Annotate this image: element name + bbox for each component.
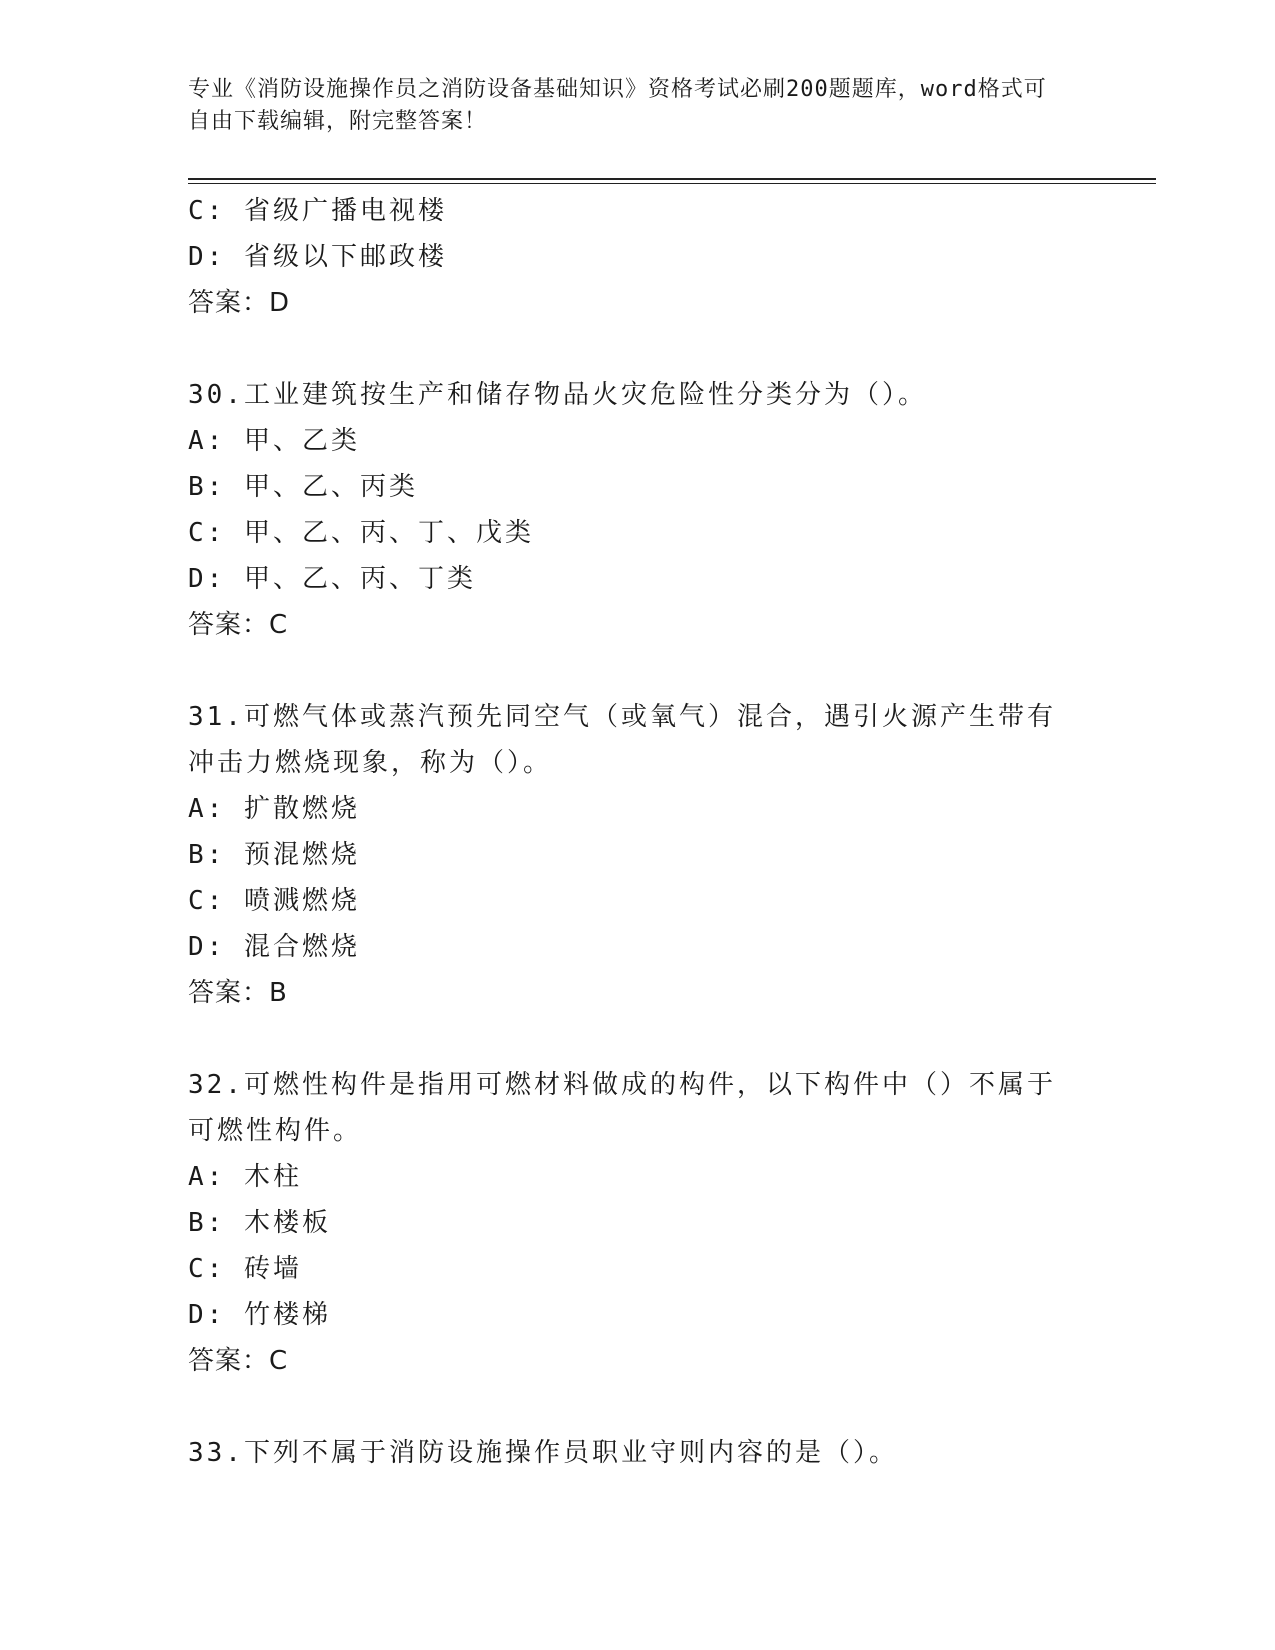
question-33 — [188, 1430, 1088, 1476]
option-a: A: 木柱 — [188, 1162, 302, 1192]
prev-option-d: D: 省级以下邮政楼 — [188, 242, 447, 272]
option-d: D: 甲、乙、丙、丁类 — [188, 564, 476, 594]
question-list — [188, 188, 1088, 1476]
question-30 — [188, 372, 1088, 648]
question-31 — [188, 694, 1088, 1016]
option-d: D: 竹楼梯 — [188, 1300, 331, 1330]
prev-answer: 答案：D — [188, 288, 291, 318]
option-c: C: 甲、乙、丙、丁、戊类 — [188, 518, 534, 548]
question-32 — [188, 1062, 1088, 1384]
option-a: A: 扩散燃烧 — [188, 794, 360, 824]
option-b: B: 甲、乙、丙类 — [188, 472, 418, 502]
answer: 答案：C — [188, 610, 289, 640]
question-stem: 31.可燃气体或蒸汽预先同空气（或氧气）混合，遇引火源产生带有冲击力燃烧现象，称为（）。 — [188, 702, 1056, 778]
header-rule-thick — [188, 178, 1156, 180]
document-header: 专业《消防设施操作员之消防设备基础知识》资格考试必刷200题题库，word格式可自由下载编辑，附完整答案！ — [188, 77, 1047, 134]
answer: 答案：B — [188, 978, 288, 1008]
question-stem: 33.下列不属于消防设施操作员职业守则内容的是（）。 — [188, 1438, 898, 1468]
option-a: A: 甲、乙类 — [188, 426, 360, 456]
prev-option-c: C: 省级广播电视楼 — [188, 196, 447, 226]
answer: 答案：C — [188, 1346, 289, 1376]
question-stem: 32.可燃性构件是指用可燃材料做成的构件，以下构件中（）不属于可燃性构件。 — [188, 1070, 1056, 1146]
option-d: D: 混合燃烧 — [188, 932, 360, 962]
option-c: C: 喷溅燃烧 — [188, 886, 360, 916]
question-stem: 30.工业建筑按生产和储存物品火灾危险性分类分为（）。 — [188, 380, 927, 410]
header-rule-thin — [188, 183, 1156, 184]
option-c: C: 砖墙 — [188, 1254, 302, 1284]
option-b: B: 预混燃烧 — [188, 840, 360, 870]
option-b: B: 木楼板 — [188, 1208, 331, 1238]
